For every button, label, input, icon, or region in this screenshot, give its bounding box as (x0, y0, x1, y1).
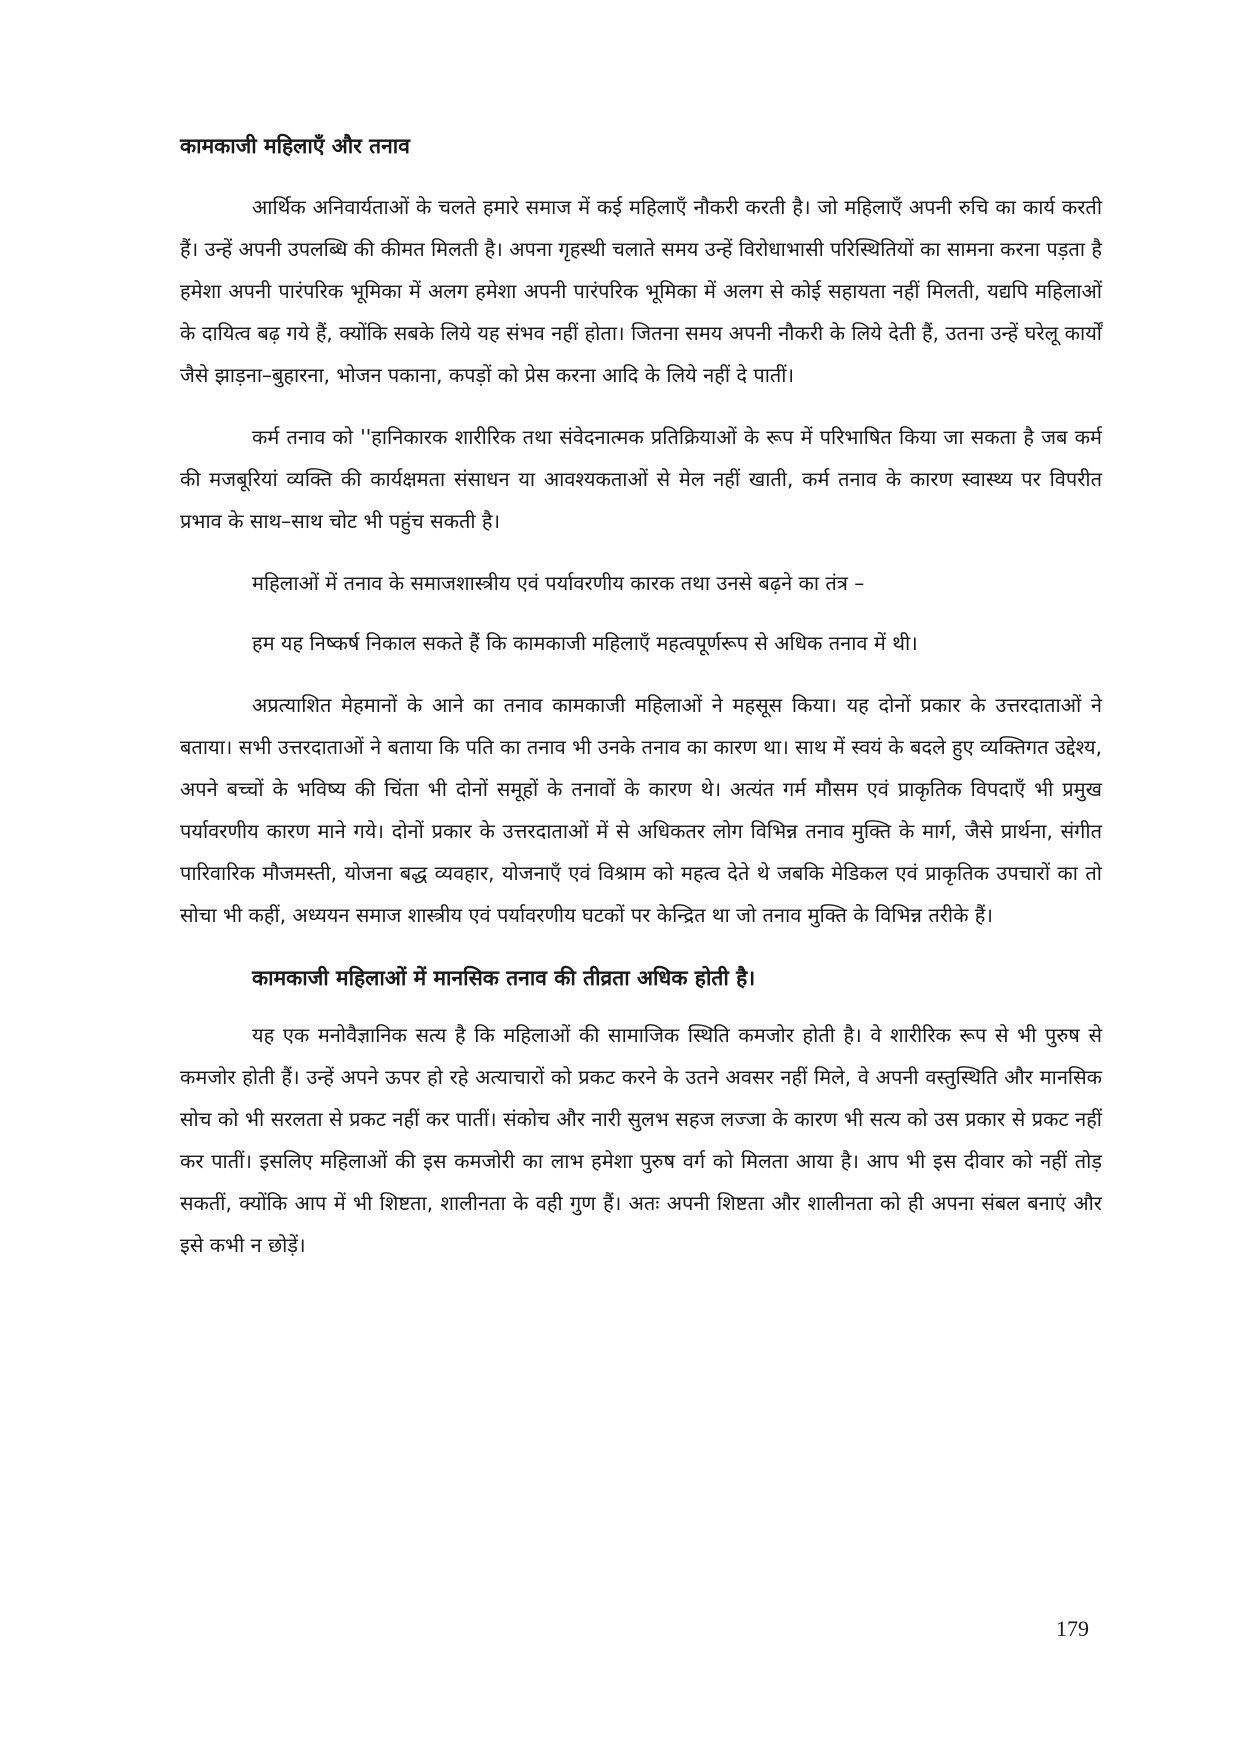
paragraph-3: महिलाओं में तनाव के समाजशास्त्रीय एवं पर्यावरणीय कारक तथा उनसे बढ़ने का तंत्र – (252, 571, 865, 595)
paragraph-5: अप्रत्याशित मेहमानों के आने का तनाव कामकाजी महिलाओं ने महसूस किया। यह दोनों प्रकार के उत्तरदाताओं ने बताया। सभी उत्तरदाताओं ने बताया कि पति का तनाव भी उनके तनाव का कारण था। साथ में स्वयं के बदले हुए व्यक्तिगत उद्देश्य, अपने बच्चों के भविष्य की चिंता भी दोनों समूहों के तनावों के कारण थे। अत्यंत गर्म मौसम एवं प्राकृतिक विपदाएँ भी प्रमुख पर्यावरणीय कारण माने गये। दोनों प्रकार के उत्तरदाताओं में से अधिकतर लोग विभिन्न तनाव मुक्ति के मार्ग, जैसे प्रार्थना, संगीत पारिवारिक मौजमस्ती, योजना बद्ध व्यवहार, योजनाएँ एवं विश्राम को महत्व देते थे जबकि मेडिकल एवं प्राकृतिक उपचारों का तो सोचा भी कहीं, अध्ययन समाज शास्त्रीय एवं पर्यावरणीय घटकों पर केन्द्रित था जो तनाव मुक्ति के विभिन्न तरीके हैं। (180, 693, 1102, 927)
page-number: 179 (1056, 1616, 1089, 1641)
paragraph-final: यह एक मनोवैज्ञानिक सत्य है कि महिलाओं की सामाजिक स्थिति कमजोर होती है। वे शारीरिक रूप से भी पुरुष से कमजोर होती हैं। उन्हें अपने ऊपर हो रहे अत्याचारों को प्रकट करने के उतने अवसर नहीं मिले, वे अपनी वस्तुस्थिति और मानसिक सोच को भी सरलता से प्रकट नहीं कर पातीं। संकोच और नारी सुलभ सहज लज्जा के कारण भी सत्य को उस प्रकार से प्रकट नहीं कर पातीं। इसलिए महिलाओं की इस कमजोरी का लाभ हमेशा पुरुष वर्ग को मिलता आया है। आप भी इस दीवार को नहीं तोड़ सकतीं, क्योंकि आप में भी शिष्टता, शालीनता के वही गुण हैं। अतः अपनी शिष्टता और शालीनता को ही अपना संबल बनाएं और इसे कभी न छोड़ें। (180, 1023, 1102, 1257)
paragraph-1: आर्थिक अनिवार्यताओं के चलते हमारे समाज में कई महिलाएँ नौकरी करती है। जो महिलाएँ अपनी रुचि का कार्य करती हैं। उन्हें अपनी उपलब्धि की कीमत मिलती है। अपना गृहस्थी चलाते समय उन्हें विरोधाभासी परिस्थितियों का सामना करना पड़ता है हमेशा अपनी पारंपरिक भूमिका में अलग हमेशा अपनी पारंपरिक भूमिका में अलग से कोई सहायता नहीं मिलती, यद्यपि महिलाओं के दायित्व बढ़ गये हैं, क्योंकि सबके लिये यह संभव नहीं होता। जितना समय अपनी नौकरी के लिये देती हैं, उतना उन्हें घरेलू कार्यों जैसे झाड़ना–बुहारना, भोजन पकाना, कपड़ों को प्रेस करना आदि के लिये नहीं दे पातीं। (180, 195, 1102, 387)
document-page (180, 120, 1102, 1286)
page-title: कामकाजी महिलाएँ और तनाव (180, 134, 410, 158)
paragraph-2: कर्म तनाव को ''हानिकारक शारीरिक तथा संवेदनात्मक प्रतिक्रियाओं के रूप में परिभाषित किया जा सकता है जब कर्म की मजबूरियां व्यक्ति की कार्यक्षमता संसाधन या आवश्यकताओं से मेल नहीं खाती, कर्म तनाव के कारण स्वास्थ्य पर विपरीत प्रभाव के साथ–साथ चोट भी पहुंच सकती है। (180, 425, 1102, 533)
paragraph-4: हम यह निष्कर्ष निकाल सकते हैं कि कामकाजी महिलाएँ महत्वपूर्णरूप से अधिक तनाव में थी। (252, 631, 918, 655)
section-subheading: कामकाजी महिलाओं में मानसिक तनाव की तीव्रता अधिक होती है। (252, 966, 756, 990)
